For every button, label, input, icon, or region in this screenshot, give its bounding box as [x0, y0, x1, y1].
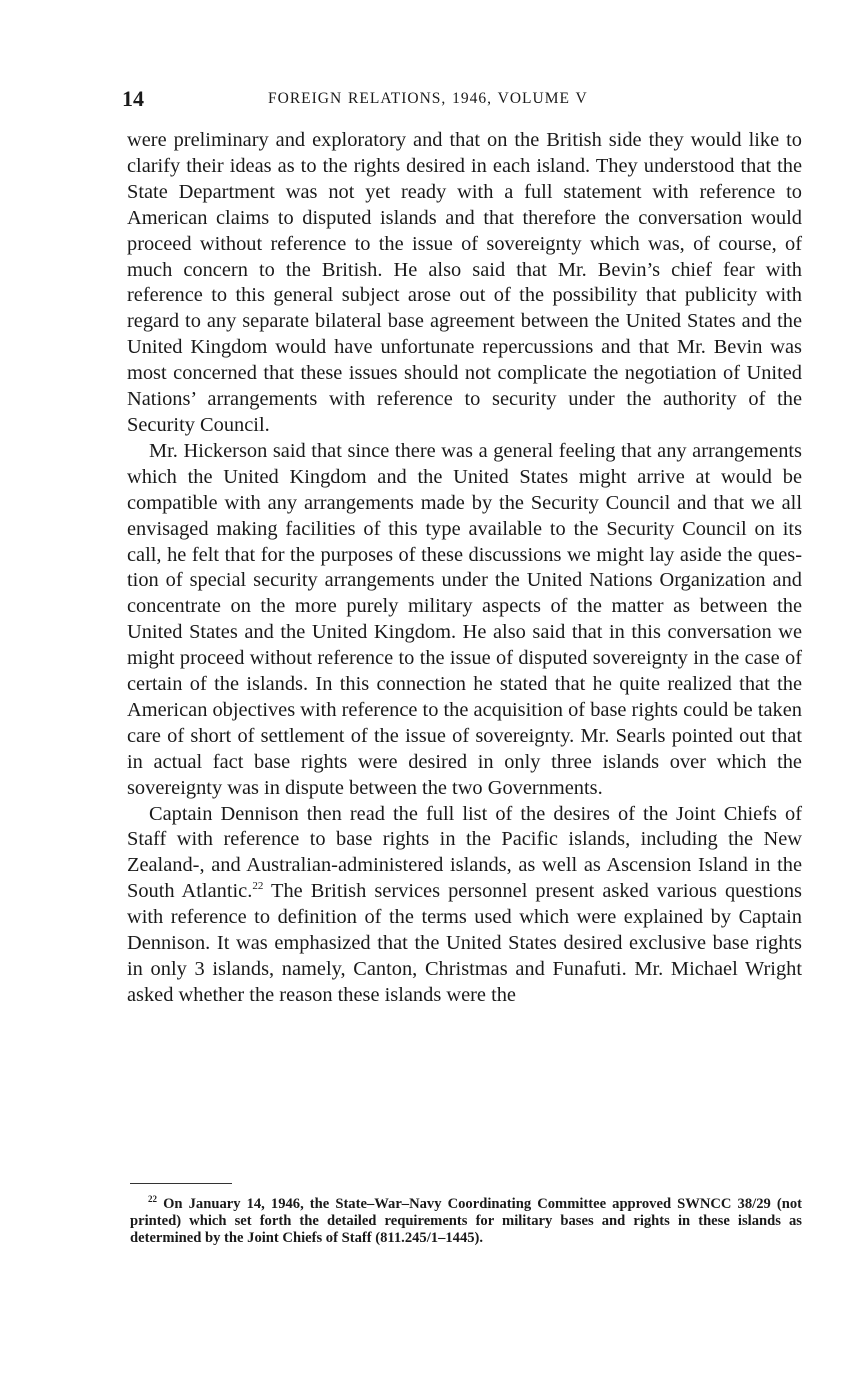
page-number: 14 — [122, 86, 144, 111]
footnote-text: On January 14, 1946, the State–War–Navy Coordinating Committee approved SWNCC 38/29 (not printed) which set forth the detailed requirements for military bases and rights in these islands as determined by the Joint Chiefs of Staff (811.245/1–1445). — [130, 1196, 802, 1247]
footnote — [130, 1196, 802, 1248]
running-title: FOREIGN RELATIONS, 1946, VOLUME V — [268, 90, 588, 107]
body-text — [127, 128, 802, 1009]
footnote-divider — [130, 1183, 232, 1184]
paragraph-1: were preliminary and exploratory and that on the British side they would like to clarify their ideas as to the rights desired in each island. They understood that the State Department was not yet ready with a full statement with reference to American claims to disputed islands and that therefore the conversation would proceed without reference to the issue of sovereignty which was, of course, of much concern to the British. He also said that Mr. Bevin’s chief fear with reference to this general subject arose out of the possibility that publicity with regard to any separate bilateral base agreement between the United States and the United Kingdom would have unfortunate repercussions and that Mr. Bevin was most concerned that these issues should not complicate the negotiation of United Nations’ arrangements with reference to security under the authority of the Security Council. — [127, 129, 802, 436]
paragraph-2: Mr. Hickerson said that since there was a general feeling that any arrangements which the United Kingdom and the United States might arrive at would be compatible with any arrangements made by the Security Council and that we all envisaged making facilities of this type available to the Security Council on its call, he felt that for the purposes of these discussions we might lay aside the question of special security arrangements under the United Nations Organization and concentrate on the more purely military aspects of the matter as between the United States and the United Kingdom. He also said that in this conversation we might proceed without reference to the issue of disputed sovereignty in the case of certain of the islands. In this connection he stated that he quite realized that the American objectives with reference to the acquisition of base rights could be taken care of short of settlement of the issue of sovereignty. Mr. Searls pointed out that in actual fact base rights were desired in only three islands over which the sovereignty was in dispute between the two Governments. — [127, 439, 802, 799]
footnote-marker: 22 — [148, 1194, 157, 1204]
paragraph-3 — [127, 802, 802, 1009]
paragraph-3-continued: The British services personnel present asked various questions with reference to definition of the terms used which were explained by Captain Dennison. It was emphasized that the United States desired exclusive base rights in only 3 islands, namely, Canton, Christmas and Funafuti. Mr. Michael Wright asked whether the reason these islands were the — [127, 880, 802, 1006]
footnote-reference: 22 — [252, 880, 264, 893]
paragraph-3-start: Captain Dennison then read the full list of the desires of the Joint Chiefs of Staff with reference to base rights in the Pacific islands, including the New Zealand-, and Australian-administered islands, as well as Ascension Island in the South Atlantic. — [127, 802, 802, 903]
